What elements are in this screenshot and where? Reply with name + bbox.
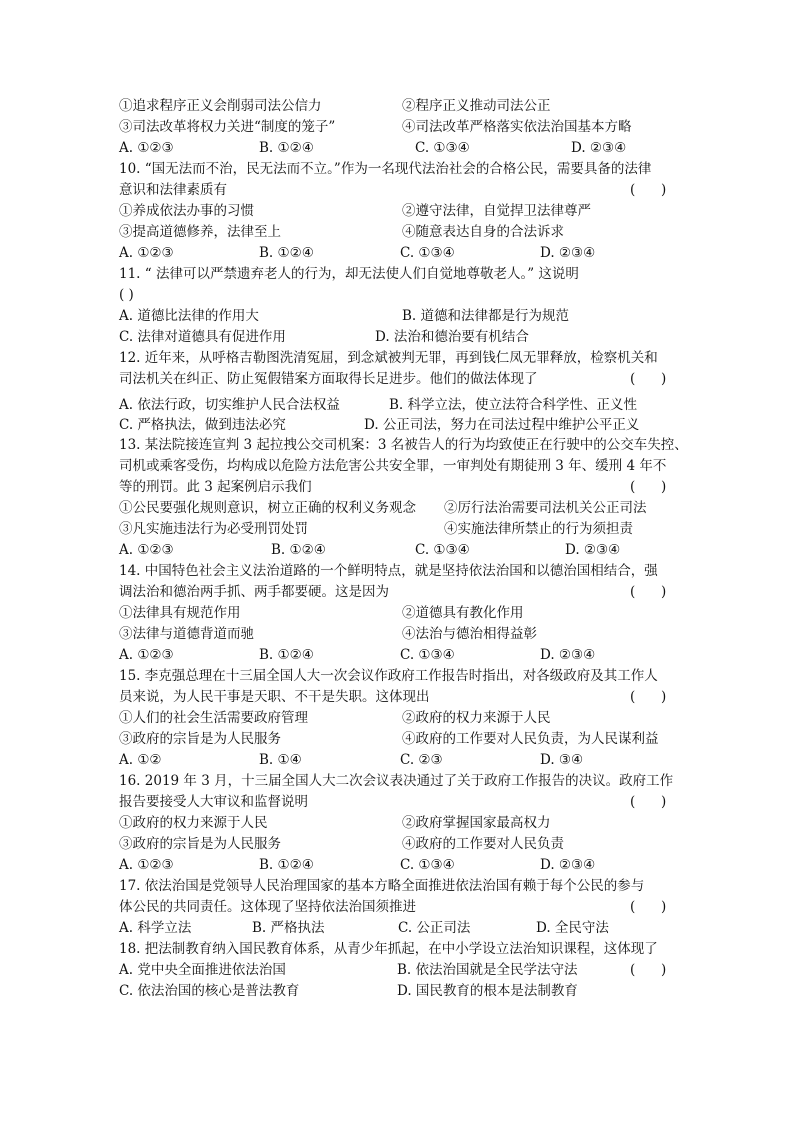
answer-option: D. ③④ [540,752,584,768]
text-line: C. 依法治国的核心是普法教育 [119,983,300,999]
text-line: ①法律具有规范作用 [119,605,241,621]
answer-option: A. ①②③ [119,140,174,156]
answer-option: A. 科学立法 [119,920,192,936]
text-line: ( ) [119,287,134,303]
answer-option: A. ①②③ [119,647,174,663]
text-line: ③政府的宗旨是为人民服务 [119,731,281,747]
answer-parentheses: ( ) [630,182,667,198]
text-line: 18. 把法制教育纳入国民教育体系，从青少年抓起，在中小学设立法治知识课程，这体现了 [119,941,658,957]
answer-option: C. ①③④ [400,647,455,663]
text-line-right: D. 公正司法，努力在司法过程中维护公平正义 [364,417,640,433]
text-line: 司机或乘客受伤，均构成以危险方法危害公共安全罪，一审判处有期徒刑 3 年、缓刑 4 年不 [119,458,667,474]
text-line-right: D. 国民教育的根本是法制教育 [397,983,578,999]
text-line: 11. “ 法律可以严禁遗弃老人的行为，却无法使人们自觉地尊敬老人。” 这说明 [119,266,579,282]
text-line: 调法治和德治两手抓、两手都要硬。这是因为 [119,584,389,600]
answer-option: A. ①②③ [119,245,174,261]
text-line-right: ④政府的工作要对人民负责 [402,836,564,852]
text-line-right: ②厉行法治需要司法机关公正司法 [444,500,647,516]
answer-option: D. 全民守法 [536,920,609,936]
answer-option: B. 严格执法 [252,920,325,936]
text-line: ①政府的权力来源于人民 [119,815,268,831]
text-line: 10. “国无法而不治，民无法而不立。”作为一名现代法治社会的合格公民，需要具备的法律 [119,161,652,177]
text-line: 意识和法律素质有 [119,182,227,198]
answer-parentheses: ( ) [630,794,667,810]
text-line: 17. 依法治国是党领导人民治理国家的基本方略全面推进依法治国有赖于每个公民的参与 [119,878,645,894]
text-line: 等的刑罚。此 3 起案例启示我们 [119,479,312,495]
text-line: 司法机关在纠正、防止冤假错案方面取得长足进步。他们的做法体现了 [119,371,538,387]
text-line-right: B. 道德和法律都是行为规范 [402,308,570,324]
answer-option: B. ①②④ [259,647,314,663]
answer-parentheses: ( ) [630,689,667,705]
answer-option: B. ①④ [259,752,302,768]
answer-option: D. ②③④ [565,542,621,558]
answer-option: B. ①②④ [259,140,314,156]
answer-option: D. ②③④ [540,647,596,663]
text-line-right: ④政府的工作要对人民负责，为人民谋利益 [402,731,659,747]
answer-option: B. ①②④ [271,542,326,558]
text-line: 14. 中国特色社会主义法治道路的一个鲜明特点，就是坚持依法治国和以德治国相结合，强 [119,563,658,579]
answer-parentheses: ( ) [630,899,667,915]
text-line: ①养成依法办事的习惯 [119,203,254,219]
answer-option: D. ②③④ [571,140,627,156]
text-line-right: D. 法治和德治要有机结合 [375,329,529,345]
text-line: ③政府的宗旨是为人民服务 [119,836,281,852]
text-line: ③法律与道德背道而驰 [119,626,254,642]
text-line: 13. 某法院接连宣判 3 起拉拽公交司机案：3 名被告人的行为均致使正在行驶中的公交车失控、 [119,437,688,453]
answer-option: C. ①③④ [415,542,470,558]
answer-option: A. ①② [119,752,162,768]
text-line-right: ④实施法律所禁止的行为须担责 [444,521,633,537]
text-line: A. 依法行政，切实维护人民合法权益 [119,397,340,413]
text-line: A. 党中央全面推进依法治国 [119,962,286,978]
text-line-right: B. 科学立法，使立法符合科学性、正义性 [389,397,638,413]
text-line-right: ④随意表达自身的合法诉求 [402,224,564,240]
text-line-right: ②政府的权力来源于人民 [402,710,551,726]
answer-parentheses: ( ) [630,371,667,387]
text-line: ③凡实施违法行为必受刑罚处罚 [119,521,308,537]
answer-option: C. ①③④ [400,245,455,261]
text-line: ①人们的社会生活需要政府管理 [119,710,308,726]
text-line-right: ④法治与德治相得益彰 [402,626,537,642]
answer-option: C. 公正司法 [398,920,471,936]
answer-parentheses: ( ) [630,962,667,978]
answer-option: D. ②③④ [540,245,596,261]
answer-option: C. ①③④ [400,857,455,873]
text-line-right: ④司法改革严格落实依法治国基本方略 [402,119,632,135]
answer-option: C. ②③ [400,752,443,768]
text-line: A. 道德比法律的作用大 [119,308,259,324]
text-line-right: ②遵守法律，自觉捍卫法律尊严 [402,203,591,219]
answer-option: C. ①③④ [415,140,470,156]
text-line: 报告要接受人大审议和监督说明 [119,794,308,810]
text-line: 15. 李克强总理在十三届全国人大一次会议作政府工作报告时指出，对各级政府及其工作人 [119,668,658,684]
text-line-right: B. 依法治国就是全民学法守法 [397,962,578,978]
text-line-right: ②程序正义推动司法公正 [402,98,551,114]
text-line: ①追求程序正义会削弱司法公信力 [119,98,322,114]
text-line-right: ②政府掌握国家最高权力 [402,815,551,831]
answer-parentheses: ( ) [630,479,667,495]
text-line: ③司法改革将权力关进“制度的笼子” [119,119,336,135]
text-line: ③提高道德修养，法律至上 [119,224,281,240]
text-line: 员来说，为人民干事是天职、不干是失职。这体现出 [119,689,430,705]
text-line: 体公民的共同责任。这体现了坚持依法治国须推进 [119,899,416,915]
text-line: 12. 近年来，从呼格吉勒图洗清冤屈，到念斌被判无罪，再到钱仁凤无罪释放，检察机关和 [119,350,658,366]
text-line: ①公民要强化规则意识，树立正确的权利义务观念 [119,500,416,516]
answer-option: D. ②③④ [540,857,596,873]
text-line: 16. 2019 年 3 月，十三届全国人大二次会议表决通过了关于政府工作报告的决议。政府工作 [119,773,674,789]
text-line-right: ②道德具有教化作用 [402,605,524,621]
answer-option: A. ①②③ [119,857,174,873]
answer-parentheses: ( ) [630,584,667,600]
answer-option: B. ①②④ [259,857,314,873]
text-line: C. 严格执法，做到违法必究 [119,417,286,433]
text-line: C. 法律对道德具有促进作用 [119,329,286,345]
answer-option: B. ①②④ [259,245,314,261]
answer-option: A. ①②③ [119,542,174,558]
